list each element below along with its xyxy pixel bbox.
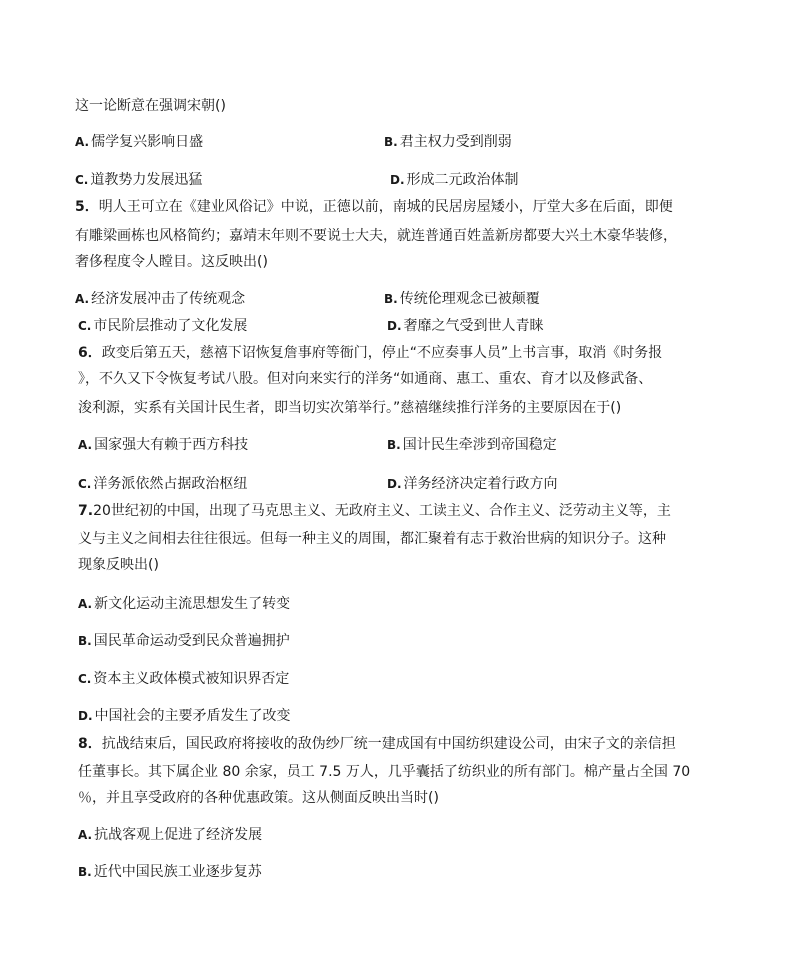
q4-option-d: [390, 170, 519, 190]
q5-option-c: [78, 316, 247, 336]
q6-option-a: [78, 435, 248, 455]
option-label: D.: [387, 477, 402, 491]
question-number: 8．: [78, 736, 102, 752]
option-text: 国民革命运动受到民众普遍拥护: [93, 633, 290, 649]
option-label: B.: [384, 292, 398, 306]
q7-option-a: [78, 594, 290, 614]
q7-stem-line-3: 现象反映出(): [78, 557, 159, 573]
q6-stem-line-1: [78, 343, 662, 363]
option-text: 近代中国民族工业逐步复苏: [93, 864, 262, 880]
q5-option-b: [384, 289, 540, 309]
q6-option-d: [387, 474, 558, 494]
option-text: 经济发展冲击了传统观念: [91, 291, 246, 307]
option-label: A.: [78, 828, 93, 842]
option-text: 道教势力发展迅猛: [90, 172, 203, 188]
q7-option-c: [78, 669, 289, 689]
question-number: 7.: [78, 503, 94, 519]
q5-stem-line-1: [75, 197, 673, 217]
option-text: 儒学复兴影响日盛: [91, 134, 204, 150]
q4-stem-tail: 这一论断意在强调宋朝(): [75, 98, 226, 114]
option-text: 中国社会的主要矛盾发生了改变: [94, 708, 291, 724]
question-number: 5．: [75, 199, 99, 215]
stem-text: 20世纪初的中国，出现了马克思主义、无政府主义、工读主义、合作主义、泛劳动主义等，主: [93, 503, 671, 519]
option-label: C.: [75, 173, 89, 187]
option-label: A.: [75, 135, 90, 149]
option-text: 资本主义政体模式被知识界否定: [93, 671, 290, 687]
option-text: 奢靡之气受到世人青睐: [403, 318, 544, 334]
option-text: 抗战客观上促进了经济发展: [94, 827, 263, 843]
q6-stem-line-2: 》，不久又下令恢复考试八股。但对向来实行的洋务“如通商、惠工、重农、育才以及修武备、: [78, 371, 653, 387]
q5-option-a: [75, 289, 245, 309]
q5-option-d: [387, 316, 544, 336]
option-label: C.: [78, 672, 92, 686]
option-text: 市民阶层推动了文化发展: [93, 318, 248, 334]
q4-option-c: [75, 170, 202, 190]
q6-option-b: [387, 435, 557, 455]
q7-stem-line-1: [78, 501, 671, 521]
option-text: 洋务经济决定着行政方向: [403, 476, 558, 492]
option-label: B.: [78, 865, 92, 879]
q7-option-b: [78, 631, 290, 651]
q6-option-c: [78, 474, 247, 494]
q5-stem-line-3: 奢侈程度令人瞠目。这反映出(): [75, 254, 268, 270]
option-text: 国计民生牵涉到帝国稳定: [402, 437, 557, 453]
option-label: A.: [75, 292, 90, 306]
option-label: B.: [384, 135, 398, 149]
q8-stem-line-3: ％，并且享受政府的各种优惠政策。这从侧面反映出当时(): [78, 790, 439, 806]
q6-stem-line-3: 浚利源，实系有关国计民生者，即当切实次第举行。”慈禧继续推行洋务的主要原因在于(): [78, 400, 622, 416]
q8-stem-line-1: [78, 734, 676, 754]
q4-option-b: [384, 132, 512, 152]
option-text: 传统伦理观念已被颠覆: [399, 291, 540, 307]
q8-option-a: [78, 825, 262, 845]
option-text: 国家强大有赖于西方科技: [94, 437, 249, 453]
q4-option-a: [75, 132, 203, 152]
option-text: 洋务派依然占据政治枢纽: [93, 476, 248, 492]
option-label: B.: [78, 634, 92, 648]
option-text: 形成二元政治体制: [406, 172, 519, 188]
q7-option-d: [78, 706, 291, 726]
stem-text: 明人王可立在《建业风俗记》中说，正德以前，南城的民居房屋矮小，厅堂大多在后面，即便: [98, 199, 673, 215]
option-label: D.: [78, 709, 93, 723]
option-text: 新文化运动主流思想发生了转变: [94, 596, 291, 612]
question-number: 6．: [78, 345, 102, 361]
option-label: D.: [387, 319, 402, 333]
q8-stem-line-2: 任董事长。其下属企业 80 余家，员工 7.5 万人，几乎囊括了纺织业的所有部门。棉产量占全国 70: [78, 764, 691, 780]
option-label: A.: [78, 438, 93, 452]
q5-stem-line-2: 有雕梁画栋也风格简约；嘉靖末年则不要说士大夫，就连普通百姓盖新房都要大兴土木豪华装修，: [75, 228, 677, 244]
stem-text: 抗战结束后，国民政府将接收的敌伪纱厂统一建成国有中国纺织建设公司，由宋子文的亲信担: [101, 736, 676, 752]
q7-stem-line-2: 义与主义之间相去往往很远。但每一种主义的周围，都汇聚着有志于救治世病的知识分子。这种: [78, 531, 666, 547]
option-text: 君主权力受到削弱: [399, 134, 512, 150]
option-label: C.: [78, 477, 92, 491]
option-label: C.: [78, 319, 92, 333]
option-label: A.: [78, 597, 93, 611]
stem-text: 政变后第五天，慈禧下诏恢复詹事府等衙门，停止“不应奏事人员”上书言事，取消《时务报: [101, 345, 663, 361]
option-label: B.: [387, 438, 401, 452]
q8-option-b: [78, 862, 262, 882]
option-label: D.: [390, 173, 405, 187]
